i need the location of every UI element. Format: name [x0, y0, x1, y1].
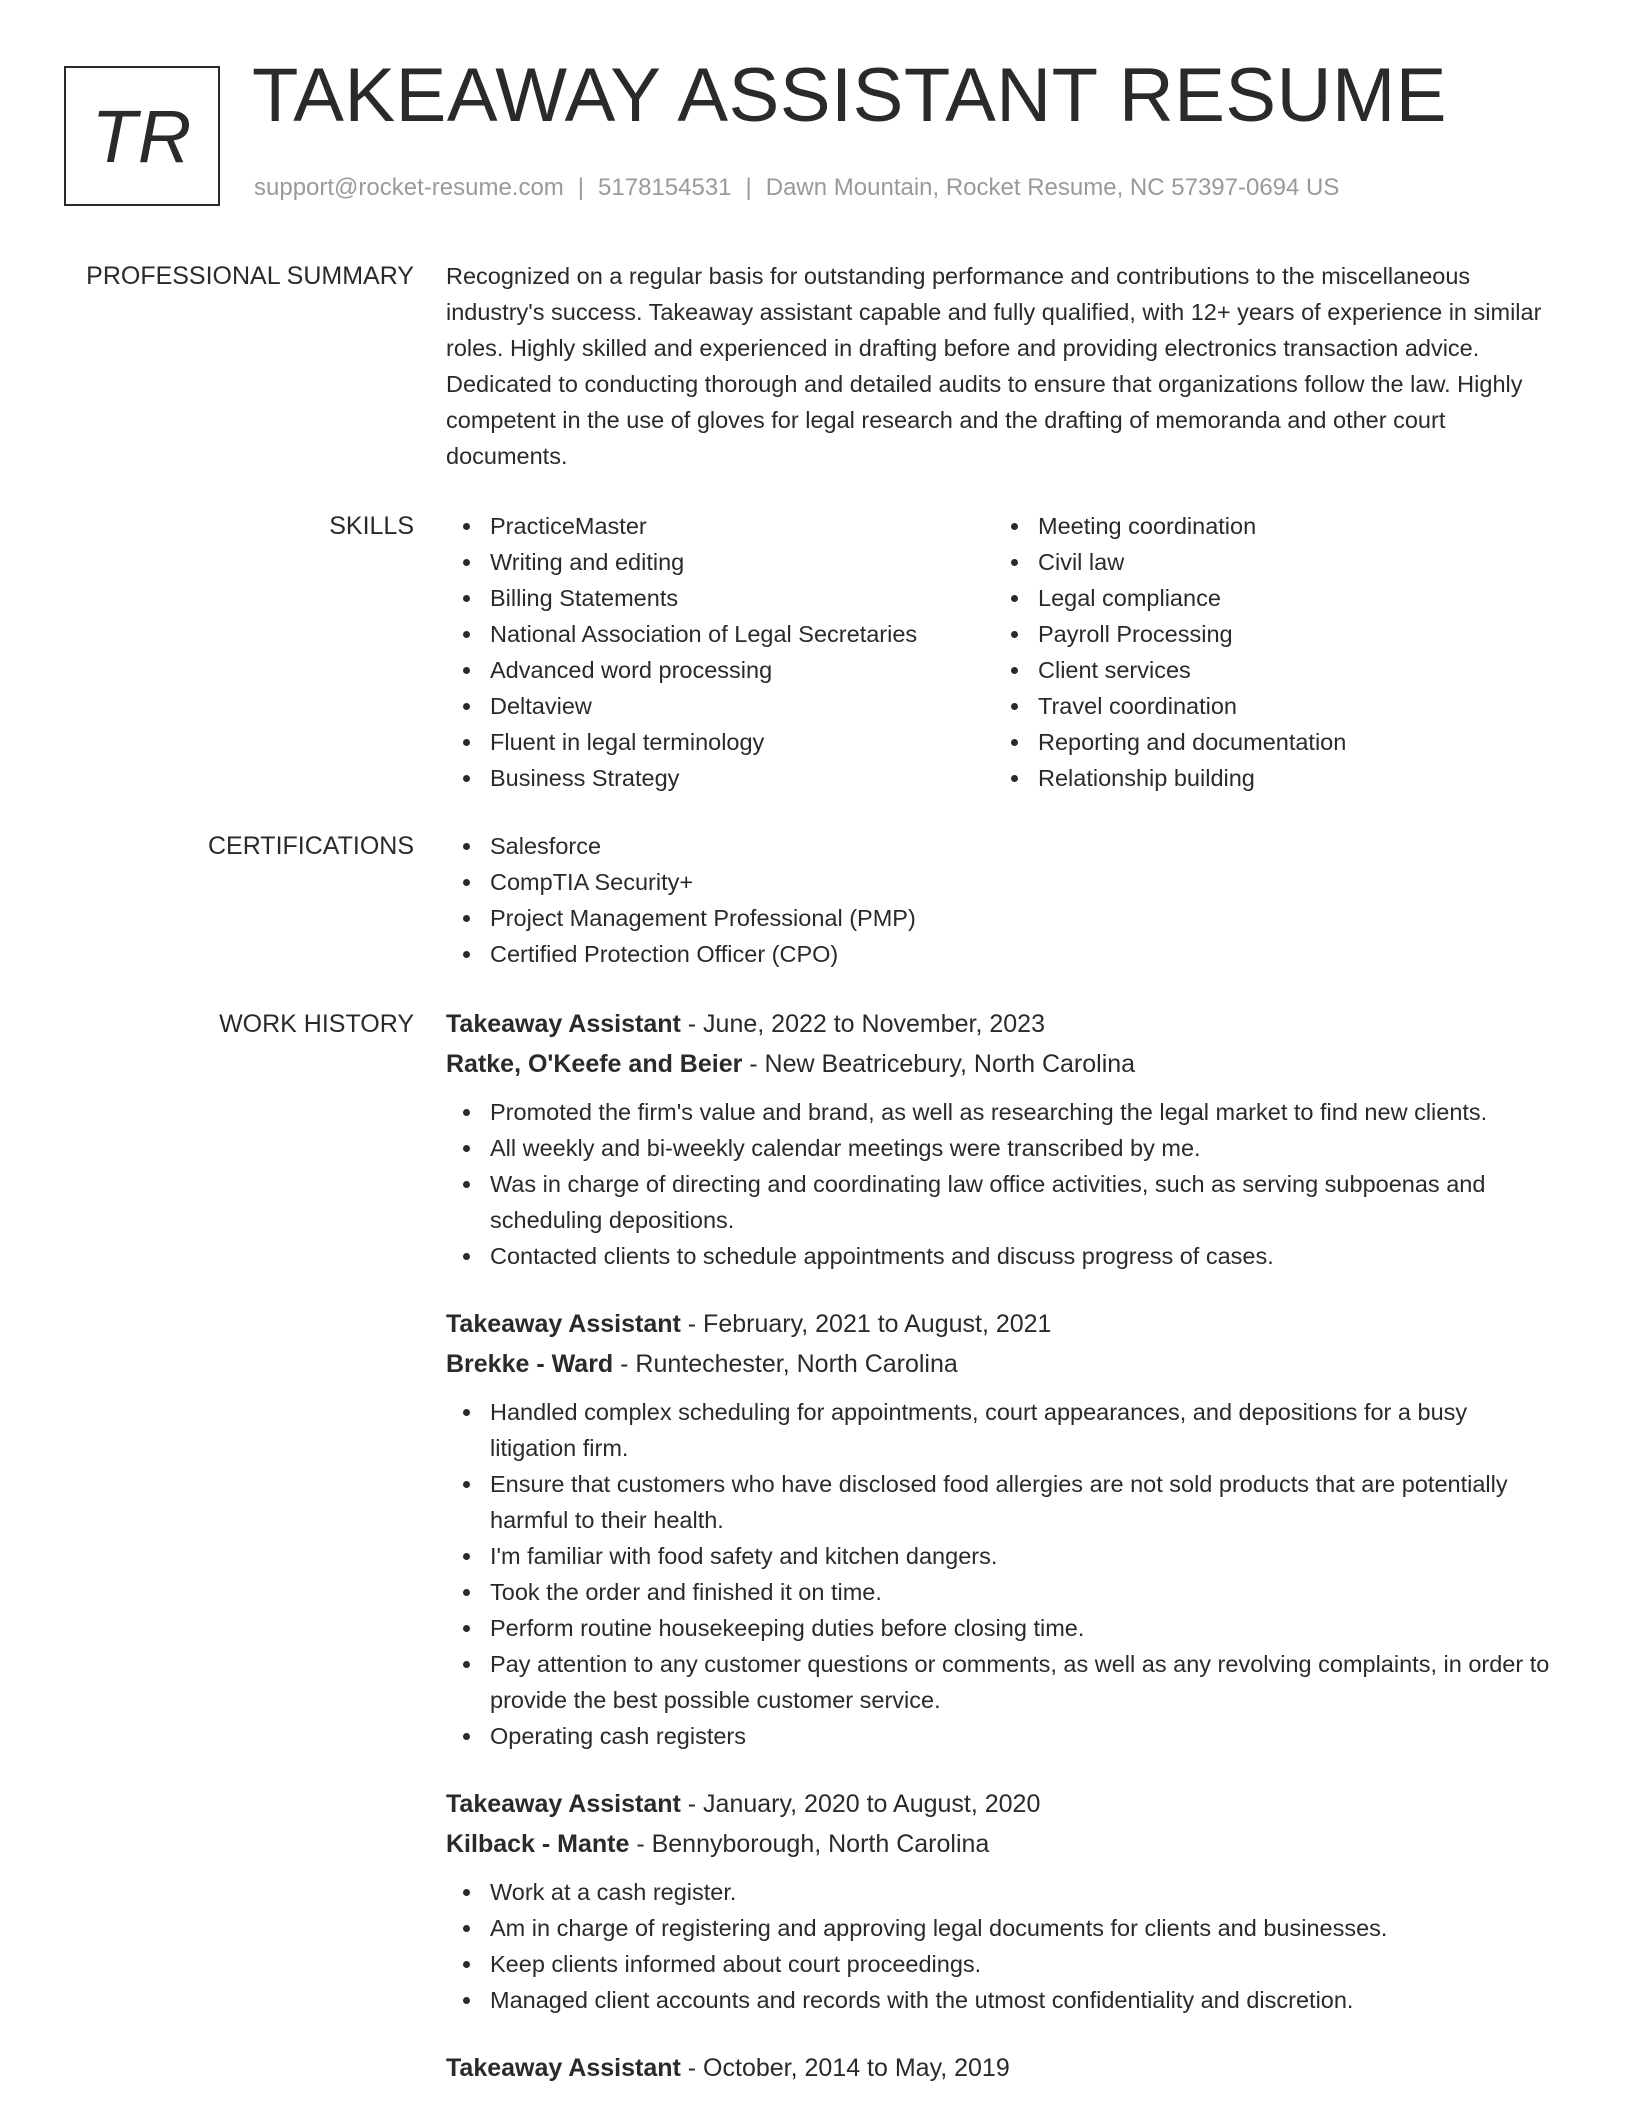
monogram-text: TR [91, 94, 193, 178]
job-location: - New Beatricebury, North Carolina [742, 1050, 1136, 1078]
job-bullets [446, 1394, 1550, 1754]
skills-column-right [994, 508, 1550, 796]
job-bullet: I'm familiar with food safety and kitchen dangers. [446, 1538, 1550, 1574]
skill-item: Relationship building [994, 760, 1550, 796]
job-bullet: All weekly and bi-weekly calendar meetings were transcribed by me. [446, 1130, 1550, 1166]
skill-item: Billing Statements [446, 580, 994, 616]
contact-address: Dawn Mountain, Rocket Resume, NC 57397-0694 US [765, 174, 1340, 201]
contact-line [254, 176, 1339, 200]
work-history-heading: WORK HISTORY [219, 1010, 414, 1038]
job-bullet: Pay attention to any customer questions or comments, as well as any revolving complaints, in order to provide the best possible customer service. [446, 1646, 1550, 1718]
job-bullet: Managed client accounts and records with the utmost confidentiality and discretion. [446, 1982, 1550, 2018]
job-bullet: Work at a cash register. [446, 1874, 1550, 1910]
certification-item: Salesforce [446, 828, 1550, 864]
skill-item: Legal compliance [994, 580, 1550, 616]
job-title: Takeaway Assistant [446, 1790, 681, 1818]
job-title-line [446, 1304, 1550, 1344]
certifications-heading: CERTIFICATIONS [207, 832, 414, 860]
skill-item: Advanced word processing [446, 652, 994, 688]
job-company: Brekke - Ward [446, 1350, 614, 1378]
job-location: - Runtechester, North Carolina [613, 1350, 958, 1378]
job-entry [446, 1784, 1550, 2018]
job-location: - Bennyborough, North Carolina [629, 1830, 990, 1858]
contact-phone: 5178154531 [598, 174, 732, 201]
skill-item: Reporting and documentation [994, 724, 1550, 760]
contact-separator: | [745, 174, 752, 201]
skill-item: Writing and editing [446, 544, 994, 580]
job-title-line [446, 2048, 1550, 2088]
job-company-line [446, 1344, 1550, 1384]
skills-body [446, 508, 1550, 796]
skill-item: Payroll Processing [994, 616, 1550, 652]
job-bullets [446, 1874, 1550, 2018]
contact-separator: | [577, 174, 585, 201]
job-bullets [446, 1094, 1550, 1274]
job-company: Ratke, O'Keefe and Beier [446, 1050, 743, 1078]
job-company-line [446, 1824, 1550, 1864]
job-bullet: Contacted clients to schedule appointments and discuss progress of cases. [446, 1238, 1550, 1274]
job-company: Kilback - Mante [446, 1830, 630, 1858]
skill-item: PracticeMaster [446, 508, 994, 544]
skill-item: Meeting coordination [994, 508, 1550, 544]
job-title-line [446, 1004, 1550, 1044]
job-entry [446, 2048, 1550, 2088]
summary-heading: PROFESSIONAL SUMMARY [86, 262, 414, 290]
job-entry [446, 1304, 1550, 1754]
job-dates: - January, 2020 to August, 2020 [680, 1790, 1041, 1818]
job-dates: - June, 2022 to November, 2023 [680, 1010, 1045, 1038]
summary-body [446, 258, 1550, 474]
skill-item: Fluent in legal terminology [446, 724, 994, 760]
certification-item: Certified Protection Officer (CPO) [446, 936, 1550, 972]
job-bullet: Promoted the firm's value and brand, as well as researching the legal market to find new clients. [446, 1094, 1550, 1130]
skill-item: Travel coordination [994, 688, 1550, 724]
certification-item: Project Management Professional (PMP) [446, 900, 1550, 936]
job-title: Takeaway Assistant [446, 2054, 681, 2082]
skill-item: Deltaview [446, 688, 994, 724]
work-history-body [446, 1004, 1550, 2088]
job-bullet: Keep clients informed about court proceedings. [446, 1946, 1550, 1982]
job-entry [446, 1004, 1550, 1274]
job-bullet: Handled complex scheduling for appointments, court appearances, and depositions for a busy litigation firm. [446, 1394, 1550, 1466]
skill-item: National Association of Legal Secretaries [446, 616, 994, 652]
resume-title: TAKEAWAY ASSISTANT RESUME [252, 53, 1447, 138]
certification-item: CompTIA Security+ [446, 864, 1550, 900]
job-bullet: Was in charge of directing and coordinating law office activities, such as serving subpoenas and scheduling depositions. [446, 1166, 1550, 1238]
job-bullet: Took the order and finished it on time. [446, 1574, 1550, 1610]
skills-column-left [446, 508, 994, 796]
job-dates: - October, 2014 to May, 2019 [680, 2054, 1010, 2082]
job-dates: - February, 2021 to August, 2021 [680, 1310, 1052, 1338]
job-bullet: Am in charge of registering and approving legal documents for clients and businesses. [446, 1910, 1550, 1946]
monogram-logo [64, 66, 220, 206]
skill-item: Client services [994, 652, 1550, 688]
job-bullet: Perform routine housekeeping duties before closing time. [446, 1610, 1550, 1646]
contact-email: support@rocket-resume.com [254, 174, 564, 201]
summary-text: Recognized on a regular basis for outstanding performance and contributions to the miscellaneous industry's success. Takeaway assistant capable and fully qualified, with 12+ years of experience in similar roles. Highly skilled and experienced in drafting before and providing electronics transaction advice. Dedicated to conducting thorough and detailed audits to ensure that organizations follow the law. Highly competent in the use of gloves for legal research and the drafting of memoranda and other court documents. [446, 263, 1542, 469]
job-bullet: Ensure that customers who have disclosed food allergies are not sold products that are potentially harmful to their health. [446, 1466, 1550, 1538]
skill-item: Civil law [994, 544, 1550, 580]
skill-item: Business Strategy [446, 760, 994, 796]
job-company-line [446, 1044, 1550, 1084]
certifications-body [446, 828, 1550, 972]
job-bullet: Operating cash registers [446, 1718, 1550, 1754]
skills-heading: SKILLS [329, 512, 414, 540]
job-title-line [446, 1784, 1550, 1824]
job-title: Takeaway Assistant [446, 1310, 681, 1338]
job-title: Takeaway Assistant [446, 1010, 681, 1038]
